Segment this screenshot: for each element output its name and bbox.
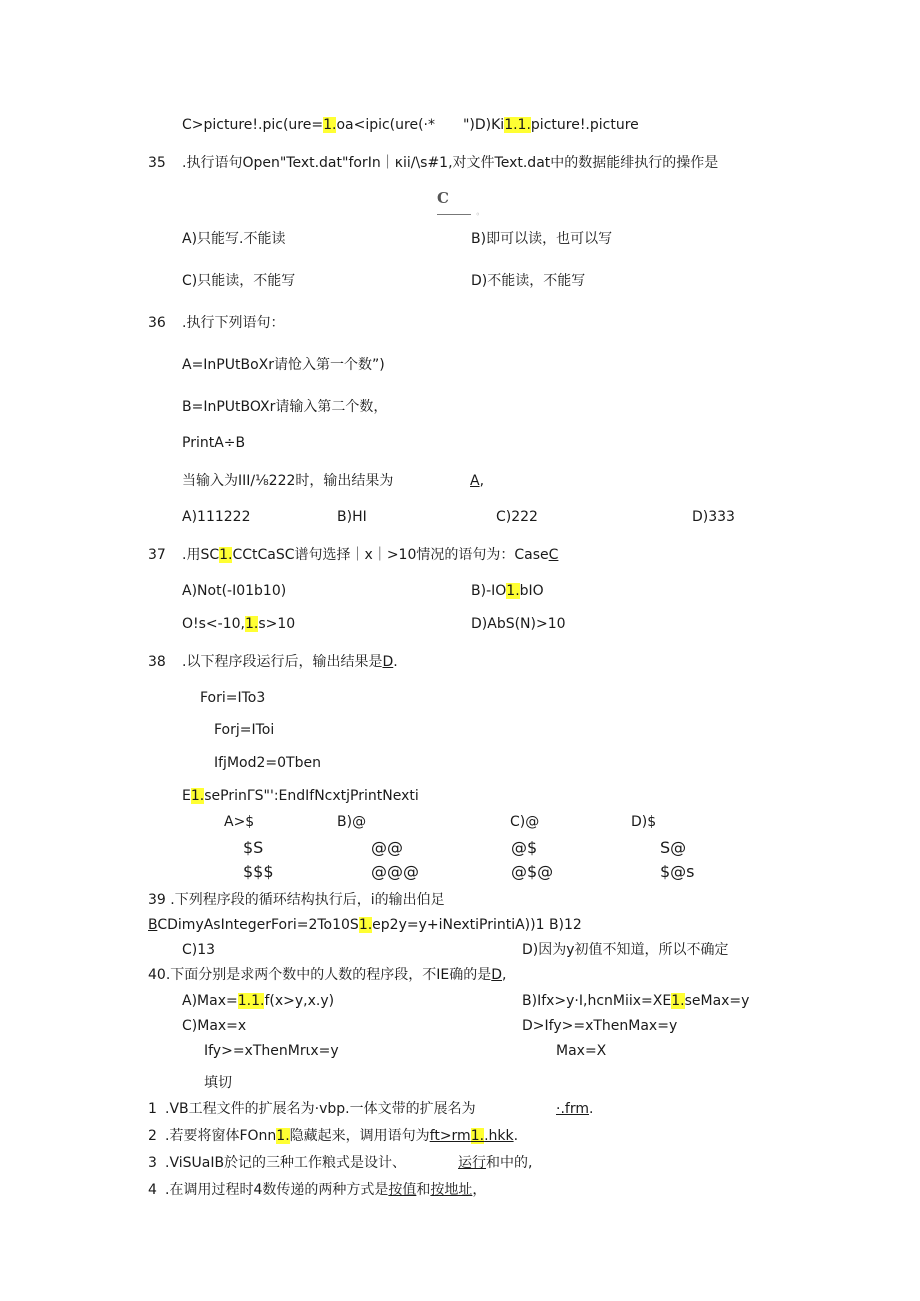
fill-4-answer-2: 按地址 bbox=[430, 1182, 473, 1198]
q34-option-d-label: ")D)Ki bbox=[462, 117, 505, 133]
q38-stem: .以下程序段运行后，输出结果是D. bbox=[182, 654, 398, 670]
q34-option-c-d-line bbox=[182, 118, 639, 132]
q36-option-d: D)333 bbox=[692, 509, 735, 525]
q40-option-a: A)Max=1.1.f(x>y,x.y) bbox=[182, 993, 335, 1009]
q36-prompt: 当输入为III∕⅛222时，输出结果为 bbox=[182, 473, 394, 489]
q38-code-line-4: E1.sePrinΓS"':EndIfNcxtjPrintNexti bbox=[182, 788, 419, 804]
q35-option-d: D)不能读，不能写 bbox=[471, 273, 586, 289]
q37-stem: .用SC1.CCtCaSC谱句选择｜x｜>10情况的语句为：CaseC bbox=[182, 547, 559, 563]
fill-3-text: .ViSUaIB於记的三种工作粮式是设计、 bbox=[165, 1155, 407, 1171]
q36-code-line-2: B=InPUtBOXr请输入第二个数， bbox=[182, 399, 388, 415]
q39-stem: 39 .下列程序段的循环结构执行后，i的输出伯足 bbox=[148, 892, 445, 908]
q40-option-d-line-2: Max=X bbox=[556, 1043, 607, 1059]
q36-option-b: B)HI bbox=[337, 509, 367, 525]
q39-option-d: D)因为y初值不知道，所以不确定 bbox=[522, 942, 729, 958]
fill-section-title: 填切 bbox=[204, 1075, 232, 1091]
q36-stem: .执行下列语句： bbox=[182, 315, 285, 331]
q35-option-a: A)只能写.不能读 bbox=[182, 231, 286, 247]
q35-answer-mark: C ◦ bbox=[437, 189, 481, 219]
q37-option-b: B)-IO1.bIO bbox=[471, 583, 544, 599]
q38-option-b-label: B)@ bbox=[337, 814, 367, 830]
q38-option-b-row2: @@ bbox=[371, 838, 403, 857]
q34-highlight: 1. bbox=[323, 117, 337, 133]
q37-option-a: A)Not(-I01b10) bbox=[182, 583, 287, 599]
fill-1-text: .VB工程文件的扩展名为·vbp.一体文带的扩展名为 bbox=[165, 1101, 476, 1117]
fill-3-answer: 运行和中的, bbox=[458, 1155, 533, 1171]
q38-option-c-row3: @$@ bbox=[511, 862, 554, 881]
fill-1-number: 1 bbox=[148, 1101, 157, 1117]
q38-option-d-label: D)$ bbox=[631, 814, 657, 830]
fill-1-answer: ·.frm. bbox=[556, 1101, 594, 1117]
q37-option-d: D)AbS(N)>10 bbox=[471, 616, 566, 632]
fill-2-text: .若要将窗体FOnn1.隐藏起来，调用语句为ft>rm1..hkk. bbox=[165, 1128, 519, 1144]
q36-option-a: A)111222 bbox=[182, 509, 251, 525]
q38-number: 38 bbox=[148, 654, 166, 670]
q40-answer: D bbox=[491, 967, 503, 983]
q38-option-a-row2: $S bbox=[243, 838, 264, 857]
fill-2-number: 2 bbox=[148, 1128, 157, 1144]
q38-code-line-1: Fori=ITo3 bbox=[200, 690, 266, 706]
q36-answer: A, bbox=[470, 473, 485, 489]
q39-code-line: BCDimyAsIntegerFori=2To10S1.ep2y=y+iNextiPrintiA))1 B)12 bbox=[148, 917, 582, 933]
q40-stem: 40.下面分别是求两个数中的人数的程序段，不IE确的是D, bbox=[148, 967, 507, 983]
q37-answer: C bbox=[548, 547, 559, 563]
q35-stem: .执行语句Open"Text.dat"forIn｜κii∕\s#1,对文件Text.dat中的数据能绯执行的操作是 bbox=[182, 155, 719, 171]
fill-4-answer-1: 按值 bbox=[388, 1182, 417, 1198]
q34-highlight-d: 1.1. bbox=[504, 117, 531, 133]
q35-option-c: C)只能读，不能写 bbox=[182, 273, 296, 289]
q39-answer: B bbox=[148, 917, 158, 933]
q37-number: 37 bbox=[148, 547, 166, 563]
q40-option-d-line-1: D>Ify>=xThenMax=y bbox=[522, 1018, 678, 1034]
q40-option-c-line-1: C)Max=x bbox=[182, 1018, 247, 1034]
q40-option-b: B)Ifx>y·I,hcnMiix=XE1.seMax=y bbox=[522, 993, 750, 1009]
q38-option-d-row2: S@ bbox=[660, 838, 687, 857]
fill-4-text: .在调用过程时4数传递的两种方式是按值和按地址， bbox=[165, 1182, 487, 1198]
q38-option-c-row2: @$ bbox=[511, 838, 538, 857]
q39-option-c: C)13 bbox=[182, 942, 216, 958]
q40-option-c-line-2: Ify>=xThenMrιx=y bbox=[204, 1043, 339, 1059]
q35-number: 35 bbox=[148, 155, 166, 171]
q35-option-b: B)即可以读，也可以写 bbox=[471, 231, 613, 247]
q38-option-c-label: C)@ bbox=[510, 814, 540, 830]
q36-option-c: C)222 bbox=[496, 509, 538, 525]
q36-code-line-1: A=InPUtBoXr请怆入第一个数”) bbox=[182, 357, 385, 373]
q38-answer: D bbox=[382, 654, 394, 670]
q38-option-a-label: A>$ bbox=[224, 814, 255, 830]
q38-option-a-row3: $$$ bbox=[243, 862, 274, 881]
q34-option-d-text: picture!.picture bbox=[530, 117, 639, 133]
q34-option-c-text: C>picture!.pic(ure= bbox=[182, 117, 324, 133]
q36-number: 36 bbox=[148, 315, 166, 331]
fill-3-number: 3 bbox=[148, 1155, 157, 1171]
q38-option-b-row3: @@@ bbox=[371, 862, 419, 881]
fill-4-number: 4 bbox=[148, 1182, 157, 1198]
q38-code-line-3: IfjMod2=0Tben bbox=[214, 755, 321, 771]
q38-code-line-2: Forj=IToi bbox=[214, 722, 275, 738]
q34-option-c-rest: oa<ipic(ure(·* bbox=[336, 117, 435, 133]
fill-2-answer: ft>rm1..hkk bbox=[429, 1128, 514, 1144]
q36-code-line-3: PrintA÷B bbox=[182, 435, 246, 451]
q37-option-c: O!s<-10,1.s>10 bbox=[182, 616, 296, 632]
q38-option-d-row3: $@s bbox=[660, 862, 695, 881]
